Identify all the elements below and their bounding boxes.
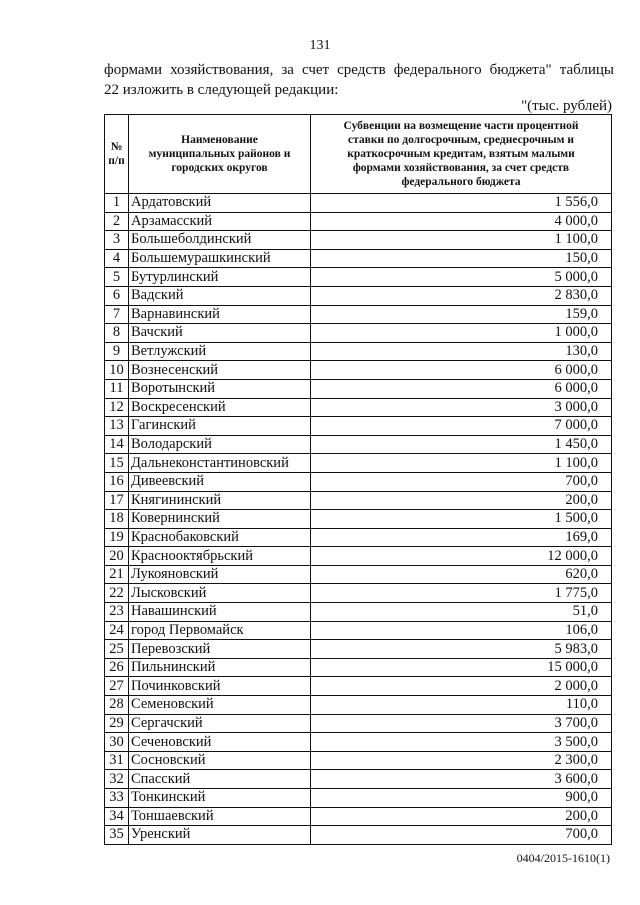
subsidy-value: 3 500,0 — [311, 733, 612, 752]
subsidy-value: 51,0 — [311, 603, 612, 622]
subsidy-value: 150,0 — [311, 249, 612, 268]
table-row — [105, 807, 612, 826]
row-number: 25 — [105, 640, 129, 659]
table-row — [105, 565, 612, 584]
subsidy-value: 5 000,0 — [311, 268, 612, 287]
subsidy-value: 900,0 — [311, 789, 612, 808]
row-number: 34 — [105, 807, 129, 826]
table-row — [105, 286, 612, 305]
district-name: Починковский — [129, 677, 311, 696]
row-number: 27 — [105, 677, 129, 696]
row-number: 3 — [105, 231, 129, 250]
row-number: 20 — [105, 547, 129, 566]
table-row — [105, 249, 612, 268]
table-row — [105, 696, 612, 715]
table-row — [105, 714, 612, 733]
district-name: Пильнинский — [129, 658, 311, 677]
district-name: Вадский — [129, 286, 311, 305]
district-name: Семеновский — [129, 696, 311, 715]
subsidy-value: 130,0 — [311, 342, 612, 361]
table-row — [105, 212, 612, 231]
row-number: 4 — [105, 249, 129, 268]
header-name: Наименование муниципальных районов и городских округов — [129, 115, 311, 194]
table-row — [105, 677, 612, 696]
table-body — [105, 194, 612, 845]
district-name: Ветлужский — [129, 342, 311, 361]
row-number: 16 — [105, 472, 129, 491]
table-row — [105, 733, 612, 752]
row-number: 18 — [105, 510, 129, 529]
table-row — [105, 472, 612, 491]
subsidy-value: 15 000,0 — [311, 658, 612, 677]
intro-paragraph — [104, 60, 614, 100]
district-name: Гагинский — [129, 417, 311, 436]
table-row — [105, 789, 612, 808]
subsidy-value: 3 000,0 — [311, 398, 612, 417]
subsidy-value: 700,0 — [311, 826, 612, 845]
district-name: Воротынский — [129, 379, 311, 398]
subsidy-value: 200,0 — [311, 491, 612, 510]
table-row — [105, 547, 612, 566]
row-number: 26 — [105, 658, 129, 677]
table-row — [105, 361, 612, 380]
row-number: 23 — [105, 603, 129, 622]
intro-line-2: 22 изложить в следующей редакции: — [104, 82, 339, 98]
table-row — [105, 603, 612, 622]
table-row — [105, 491, 612, 510]
row-number: 2 — [105, 212, 129, 231]
subsidy-value: 169,0 — [311, 528, 612, 547]
table-row — [105, 640, 612, 659]
row-number: 31 — [105, 751, 129, 770]
row-number: 29 — [105, 714, 129, 733]
subsidy-value: 12 000,0 — [311, 547, 612, 566]
district-name: Перевозский — [129, 640, 311, 659]
intro-line-1: формами хозяйствования, за счет средств федерального бюджета" таблицы — [104, 62, 614, 78]
row-number: 11 — [105, 379, 129, 398]
subsidy-value: 700,0 — [311, 472, 612, 491]
row-number: 13 — [105, 417, 129, 436]
district-name: Уренский — [129, 826, 311, 845]
district-name: Воскресенский — [129, 398, 311, 417]
row-number: 32 — [105, 770, 129, 789]
row-number: 12 — [105, 398, 129, 417]
subsidy-value: 106,0 — [311, 621, 612, 640]
district-name: Большемурашкинский — [129, 249, 311, 268]
row-number: 35 — [105, 826, 129, 845]
table-row — [105, 342, 612, 361]
subsidy-value: 1 100,0 — [311, 231, 612, 250]
table-row — [105, 268, 612, 287]
district-name: Арзамасский — [129, 212, 311, 231]
district-name: Навашинский — [129, 603, 311, 622]
district-name: Дивеевский — [129, 472, 311, 491]
row-number: 15 — [105, 454, 129, 473]
district-name: Спасский — [129, 770, 311, 789]
table-row — [105, 621, 612, 640]
district-name: Володарский — [129, 435, 311, 454]
subsidy-table — [104, 114, 612, 845]
row-number: 9 — [105, 342, 129, 361]
subsidy-value: 1 000,0 — [311, 324, 612, 343]
document-code: 0404/2015-1610(1) — [516, 851, 610, 865]
subsidy-value: 1 100,0 — [311, 454, 612, 473]
district-name: Краснобаковский — [129, 528, 311, 547]
subsidy-value: 200,0 — [311, 807, 612, 826]
subsidy-value: 4 000,0 — [311, 212, 612, 231]
row-number: 5 — [105, 268, 129, 287]
subsidy-value: 3 600,0 — [311, 770, 612, 789]
district-name: Дальнеконстантиновский — [129, 454, 311, 473]
district-name: город Первомайск — [129, 621, 311, 640]
district-name: Краснооктябрьский — [129, 547, 311, 566]
row-number: 21 — [105, 565, 129, 584]
table-row — [105, 454, 612, 473]
subsidy-value: 6 000,0 — [311, 361, 612, 380]
district-name: Тоншаевский — [129, 807, 311, 826]
table-row — [105, 584, 612, 603]
row-number: 14 — [105, 435, 129, 454]
subsidy-value: 620,0 — [311, 565, 612, 584]
district-name: Бутурлинский — [129, 268, 311, 287]
table-row — [105, 751, 612, 770]
subsidy-value: 1 775,0 — [311, 584, 612, 603]
table-row — [105, 194, 612, 213]
units-label: "(тыс. рублей) — [521, 98, 612, 114]
table-row — [105, 379, 612, 398]
subsidy-value: 2 300,0 — [311, 751, 612, 770]
subsidy-value: 3 700,0 — [311, 714, 612, 733]
table-row — [105, 770, 612, 789]
district-name: Сергачский — [129, 714, 311, 733]
subsidy-value: 1 500,0 — [311, 510, 612, 529]
district-name: Варнавинский — [129, 305, 311, 324]
header-num: № п/п — [105, 115, 129, 194]
district-name: Большеболдинский — [129, 231, 311, 250]
table-row — [105, 658, 612, 677]
subsidy-value: 1 556,0 — [311, 194, 612, 213]
table-row — [105, 398, 612, 417]
subsidy-value: 110,0 — [311, 696, 612, 715]
subsidy-value: 1 450,0 — [311, 435, 612, 454]
table-row — [105, 510, 612, 529]
subsidy-value: 2 830,0 — [311, 286, 612, 305]
row-number: 30 — [105, 733, 129, 752]
table-row — [105, 417, 612, 436]
row-number: 19 — [105, 528, 129, 547]
district-name: Вачский — [129, 324, 311, 343]
header-value: Субвенции на возмещение части процентной ставки по долгосрочным, среднесрочным и краткосрочным кредитам, взятым малыми формами хозяйствования, за счет средств федерального бюджета — [311, 115, 612, 194]
table-row — [105, 324, 612, 343]
subsidy-value: 159,0 — [311, 305, 612, 324]
table-row — [105, 305, 612, 324]
table-row — [105, 528, 612, 547]
row-number: 28 — [105, 696, 129, 715]
row-number: 6 — [105, 286, 129, 305]
district-name: Сосновский — [129, 751, 311, 770]
subsidy-value: 2 000,0 — [311, 677, 612, 696]
subsidy-value: 6 000,0 — [311, 379, 612, 398]
row-number: 8 — [105, 324, 129, 343]
district-name: Сеченовский — [129, 733, 311, 752]
row-number: 17 — [105, 491, 129, 510]
row-number: 33 — [105, 789, 129, 808]
district-name: Ковернинский — [129, 510, 311, 529]
row-number: 1 — [105, 194, 129, 213]
row-number: 7 — [105, 305, 129, 324]
district-name: Лукояновский — [129, 565, 311, 584]
row-number: 10 — [105, 361, 129, 380]
district-name: Лысковский — [129, 584, 311, 603]
table-row — [105, 435, 612, 454]
table-row — [105, 826, 612, 845]
row-number: 24 — [105, 621, 129, 640]
subsidy-value: 5 983,0 — [311, 640, 612, 659]
table-row — [105, 231, 612, 250]
table-header-row — [105, 115, 612, 194]
district-name: Ардатовский — [129, 194, 311, 213]
subsidy-value: 7 000,0 — [311, 417, 612, 436]
district-name: Тонкинский — [129, 789, 311, 808]
district-name: Княгининский — [129, 491, 311, 510]
row-number: 22 — [105, 584, 129, 603]
district-name: Вознесенский — [129, 361, 311, 380]
page-number: 131 — [309, 38, 331, 53]
